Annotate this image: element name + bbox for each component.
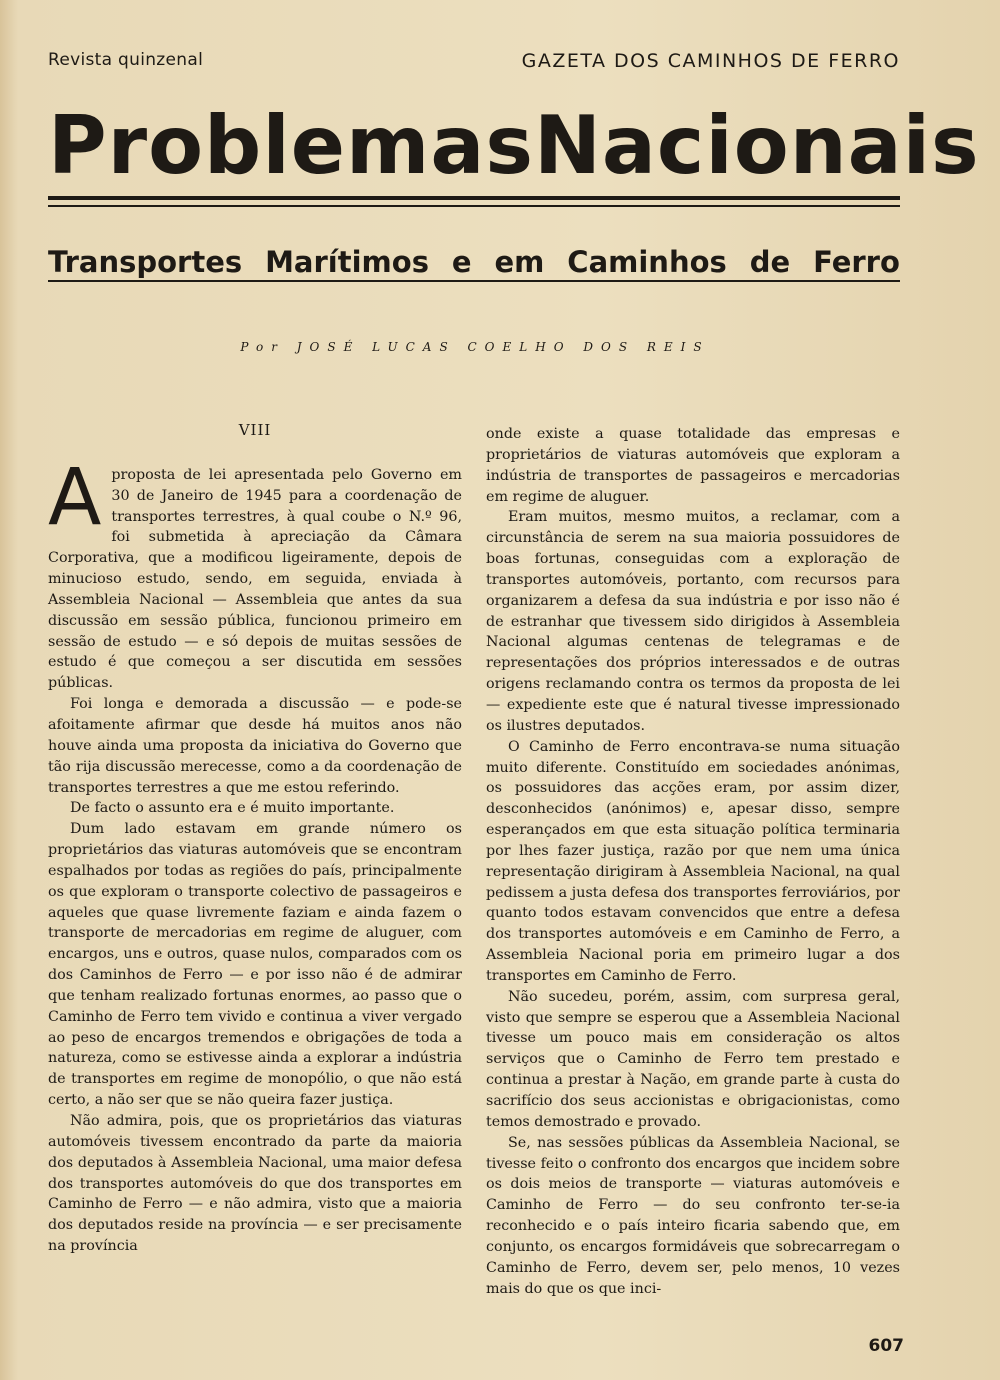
paragraph: onde existe a quase totalidade das empresas e proprietários de viaturas automóveis que exploram a indústria de transportes de passageiros e mercadorias em regime de aluguer. (486, 426, 900, 505)
section-number: VIII (238, 421, 272, 439)
header-publication-type: Revista quinzenal (48, 50, 204, 70)
text-column-left (48, 420, 462, 1257)
title-rule-thick (48, 196, 900, 200)
paragraph: Não sucedeu, porém, assim, com surpresa geral, visto que sempre se esperou que a Assembleia Nacional tivesse um pouco mais em consideração os altos serviços que o Caminho de Ferro tem prestado e continua a prestar à Nação, em grande parte à custa do sacrifício dos seus accionistas e obrigacionistas, como temos demostrado e provado. (486, 988, 900, 1130)
subtitle-underline (48, 280, 900, 282)
subtitle-word: Caminhos (567, 245, 727, 279)
subtitle-word: Transportes (48, 245, 243, 279)
paragraph: O Caminho de Ferro encontrava-se numa situação muito diferente. Constituído em sociedades anónimas, os possuidores das acções eram, por assim dizer, desconhecidos (anónimos) e, apesar disso, sempre esperançados em que esta situação política terminaria por lhes fazer justiça, razão por que nem uma única representação dirigiram à Assembleia Nacional, na qual pedissem a justa defesa dos transportes ferroviários, por quanto todos estavam convencidos que entre a defesa dos transportes automóveis e em Caminho de Ferro, a Assembleia Nacional poria em primeiro lugar a dos transportes em Caminho de Ferro. (486, 738, 900, 984)
paragraph: Se, nas sessões públicas da Assembleia Nacional, se tivesse feito o confronto dos encargos que incidem sobre os dois meios de transporte — viaturas automóveis e Caminho de Ferro — do seu confronto ter-se-ia reconhecido e o país inteiro ficaria sabendo que, em conjunto, os encargos formidáveis que sobrecarregam o Caminho de Ferro, devem ser, pelo menos, 10 vezes mais do que os que inci- (486, 1134, 900, 1297)
title-rule-thin (48, 205, 900, 207)
subtitle-word: em (494, 245, 545, 279)
drop-cap: A (48, 452, 102, 543)
paragraph: Dum lado estavam em grande número os proprietários das viaturas automóveis que se encontram espalhados por todas as regiões do país, principalmente os que exploram o transporte colectivo de passageiros e aqueles que quase livremente faziam e ainda fazem o transporte de mercadorias em regime de aluguer, com encargos, uns e outros, quase nulos, comparados com os dos Caminhos de Ferro — e por isso não é de admirar que tenham realizado fortunas enormes, ao passo que o Caminho de Ferro tem vivido e continua a viver vergado ao peso de encargos tremendos e obrigações de toda a natureza, como se estivesse ainda a explorar a indústria de transportes em regime de monopólio, o que não está certo, a não ser que se não queira fazer justiça. (48, 821, 462, 1109)
paragraph: Foi longa e demorada a discussão — e pode-se afoitamente afirmar que desde há muitos anos não houve ainda uma proposta da iniciativa do Governo que tão rija discussão merecesse, como a da coordenação de transportes terrestres a que me estou referindo. (48, 696, 462, 796)
paragraph: Não admira, pois, que os proprietários das viaturas automóveis tivessem encontrado da parte da maioria dos deputados à Assembleia Nacional, uma maior defesa dos transportes automóveis do que dos transportes em Caminho de Ferro — e não admira, visto que a maioria dos deputados reside na província — e ser precisamente na província (48, 1113, 462, 1255)
subtitle-word: e (451, 245, 472, 279)
title-word: Nacionais (533, 99, 980, 192)
paragraph: De facto o assunto era e é muito importante. (70, 800, 395, 817)
header-magazine-name: GAZETA DOS CAMINHOS DE FERRO (521, 50, 900, 72)
subtitle-word: de (749, 245, 791, 279)
subtitle-word: Ferro (813, 245, 900, 279)
text-column-right (486, 424, 900, 1299)
author-byline: Por JOSÉ LUCAS COELHO DOS REIS (240, 340, 710, 354)
title-word: Problemas (48, 99, 534, 192)
page-number: 607 (868, 1336, 904, 1356)
article-subtitle (48, 243, 900, 281)
paragraph: proposta de lei apresentada pelo Governo em 30 de Janeiro de 1945 para a coordenação de transportes terrestres, à qual coube o N.º 96, foi submetida à apreciação da Câmara Corporativa, que a modificou ligeiramente, depois de minucioso estudo, sendo, em seguida, enviada à Assembleia Nacional — Assembleia que antes da sua discussão em sessão pública, funcionou primeiro em sessão de estudo — e só depois de muitas sessões de estudo é que começou a ser discutida em sessões públicas. (48, 466, 462, 692)
paragraph: Eram muitos, mesmo muitos, a reclamar, com a circunstância de serem na sua maioria possuidores de boas fortunas, conseguidas com a exploração de transportes automóveis, portanto, com recursos para organizarem a defesa da sua indústria e por isso não é de estranhar que tivessem sido dirigidos à Assembleia Nacional algumas centenas de telegramas e de representações dos próprios interessados e de outras origens reclamando contra os termos da proposta de lei — expediente este que é natural tivesse impressionado os ilustres deputados. (486, 509, 900, 734)
page-title (48, 99, 980, 192)
subtitle-word: Marítimos (265, 245, 429, 279)
